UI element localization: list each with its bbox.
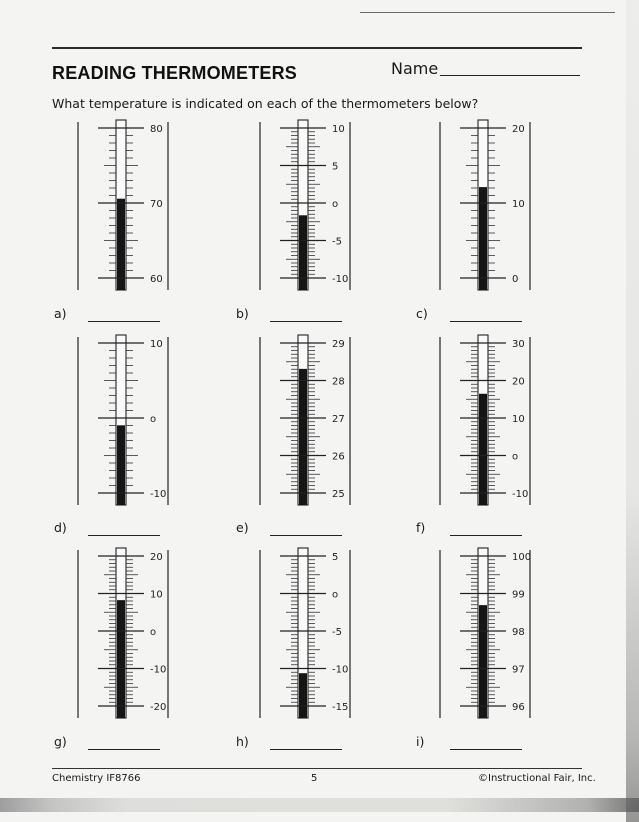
answer-letter: g) — [54, 734, 67, 749]
scale-label: 60 — [150, 274, 163, 285]
thermometer-drawing — [254, 120, 414, 300]
scale-label: 28 — [332, 376, 345, 388]
scan-artifact-line — [360, 12, 615, 13]
thermometer-i — [434, 548, 594, 728]
thermometer-e — [254, 335, 414, 515]
mercury-column — [299, 215, 307, 290]
footer-rule — [52, 768, 582, 769]
mercury-column — [479, 605, 487, 718]
scale-label: -10 — [332, 664, 349, 676]
thermometer-d — [72, 335, 232, 515]
scale-label: 10 — [512, 414, 525, 425]
scale-label: o — [150, 627, 157, 638]
scale-label: 0 — [512, 274, 519, 285]
answer-blank[interactable] — [450, 321, 522, 322]
thermometer-drawing — [434, 120, 594, 300]
footer-copyright: ©Instructional Fair, Inc. — [478, 773, 596, 784]
scale-label: o — [332, 199, 339, 210]
thermometer-drawing — [254, 335, 414, 515]
answer-letter: a) — [54, 306, 67, 321]
thermometer-drawing — [72, 548, 232, 728]
answer-blank[interactable] — [450, 535, 522, 536]
mercury-column — [299, 673, 307, 718]
thermometer-c — [434, 120, 594, 300]
scale-label: 27 — [332, 414, 345, 425]
footer-book-code: Chemistry IF8766 — [52, 773, 141, 784]
scale-label: o — [150, 414, 157, 425]
answer-blank[interactable] — [88, 321, 160, 322]
answer-letter: d) — [54, 520, 67, 535]
thermometer-drawing — [434, 548, 594, 728]
scale-label: 10 — [512, 199, 525, 210]
thermometer-drawing — [434, 335, 594, 515]
scale-label: 20 — [512, 124, 525, 135]
answer-letter: i) — [416, 734, 425, 749]
scale-label: 97 — [512, 664, 525, 676]
answer-blank[interactable] — [88, 749, 160, 750]
scan-edge-bottom — [0, 798, 639, 812]
thermometer-b — [254, 120, 414, 300]
answer-blank[interactable] — [450, 749, 522, 750]
answer-letter: c) — [416, 306, 428, 321]
mercury-column — [117, 199, 125, 290]
thermometer-g — [72, 548, 232, 728]
answer-blank[interactable] — [270, 749, 342, 750]
scale-label: 20 — [150, 552, 163, 563]
scale-label: 80 — [150, 124, 163, 135]
thermometer-drawing — [72, 335, 232, 515]
scale-label: 98 — [512, 627, 525, 638]
scale-label: 5 — [332, 161, 339, 173]
scale-label: 20 — [512, 376, 525, 388]
scale-label: o — [512, 451, 519, 463]
answer-letter: b) — [236, 306, 249, 321]
thermometer-drawing — [254, 548, 414, 728]
scale-label: -20 — [150, 702, 167, 713]
answer-blank[interactable] — [270, 535, 342, 536]
scale-label: 70 — [150, 199, 163, 210]
scale-label: o — [332, 589, 339, 601]
scale-label: 96 — [512, 702, 525, 713]
scale-label: 30 — [512, 339, 525, 350]
scale-label: -5 — [332, 627, 342, 638]
scale-label: 99 — [512, 589, 525, 601]
mercury-column — [299, 369, 307, 505]
footer-page-number: 5 — [311, 773, 318, 784]
scale-label: 10 — [150, 339, 163, 350]
page-title: READING THERMOMETERS — [52, 63, 298, 83]
scale-label: -5 — [332, 236, 342, 248]
question-text: What temperature is indicated on each of the thermometers below? — [52, 96, 479, 111]
thermometer-f — [434, 335, 594, 515]
scale-label: 29 — [332, 339, 345, 350]
answer-letter: h) — [236, 734, 249, 749]
mercury-column — [117, 600, 125, 718]
scale-label: 100 — [512, 552, 532, 563]
scale-label: 10 — [150, 589, 163, 601]
scale-label: 25 — [332, 489, 345, 500]
thermometer-drawing — [72, 120, 232, 300]
scale-label: -10 — [150, 489, 167, 500]
header-rule — [52, 47, 582, 49]
thermometer-h — [254, 548, 414, 728]
scale-label: -15 — [332, 702, 349, 713]
answer-blank[interactable] — [270, 321, 342, 322]
scale-label: -10 — [150, 664, 167, 676]
mercury-column — [479, 394, 487, 505]
scale-label: 5 — [332, 552, 339, 563]
scale-label: 10 — [332, 124, 345, 135]
answer-letter: f) — [416, 520, 426, 535]
thermometer-a — [72, 120, 232, 300]
scan-edge-right — [626, 0, 639, 822]
scale-label: 26 — [332, 451, 345, 463]
name-answer-line[interactable] — [440, 75, 580, 76]
scale-label: -10 — [332, 274, 349, 285]
name-label: Name — [391, 59, 439, 78]
scale-label: -10 — [512, 489, 529, 500]
answer-blank[interactable] — [88, 535, 160, 536]
answer-letter: e) — [236, 520, 249, 535]
